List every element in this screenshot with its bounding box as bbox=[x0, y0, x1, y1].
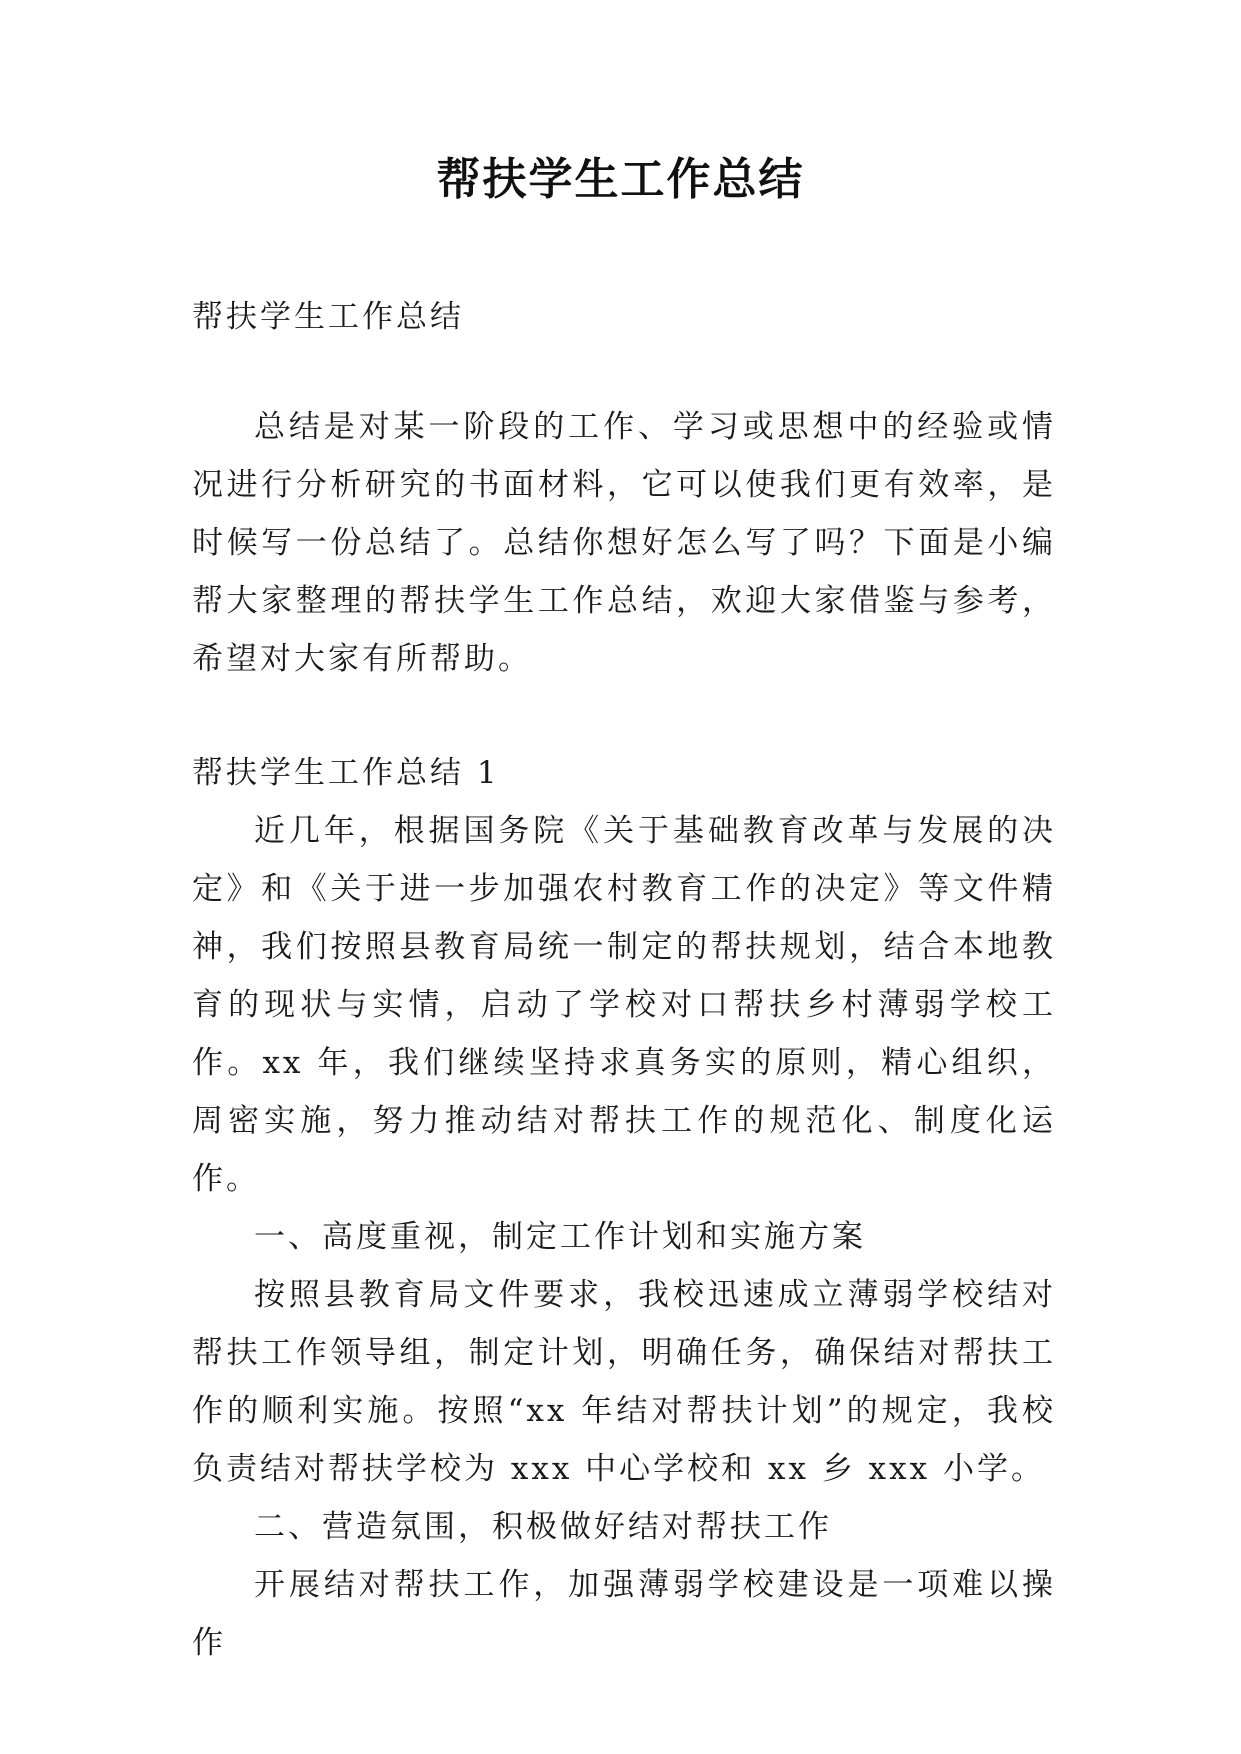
body-paragraph: 近几年，根据国务院《关于基础教育改革与发展的决定》和《关于进一步加强农村教育工作的决定》等文件精神，我们按照县教育局统一制定的帮扶规划，结合本地教育的现状与实情，启动了学校对口帮扶乡村薄弱学校工作。xx 年，我们继续坚持求真务实的原则，精心组织，周密实施，努力推动结对帮扶工作的规范化、制度化运作。 bbox=[192, 813, 1056, 1197]
section-subheading: 一、高度重视，制定工作计划和实施方案 bbox=[254, 1219, 866, 1255]
body-paragraph: 开展结对帮扶工作，加强薄弱学校建设是一项难以操作 bbox=[192, 1567, 1056, 1661]
body-paragraph: 按照县教育局文件要求，我校迅速成立薄弱学校结对帮扶工作领导组，制定计划，明确任务，确保结对帮扶工作的顺利实施。按照“xx 年结对帮扶计划”的规定，我校负责结对帮扶学校为 xxx 中心学校和 xx 乡 xxx 小学。 bbox=[192, 1277, 1056, 1487]
spacer bbox=[192, 346, 1056, 398]
document-subtitle: 帮扶学生工作总结 bbox=[192, 299, 464, 335]
intro-paragraph: 总结是对某一阶段的工作、学习或思想中的经验或情况进行分析研究的书面材料，它可以使我们更有效率，是时候写一份总结了。总结你想好怎么写了吗？下面是小编帮大家整理的帮扶学生工作总结，欢迎大家借鉴与参考，希望对大家有所帮助。 bbox=[192, 409, 1056, 677]
document-title: 帮扶学生工作总结 bbox=[436, 154, 805, 205]
section-heading: 帮扶学生工作总结 1 bbox=[192, 755, 500, 791]
spacer bbox=[192, 688, 1056, 744]
section-subheading: 二、营造氛围，积极做好结对帮扶工作 bbox=[254, 1509, 832, 1545]
document-body bbox=[192, 288, 1056, 1672]
